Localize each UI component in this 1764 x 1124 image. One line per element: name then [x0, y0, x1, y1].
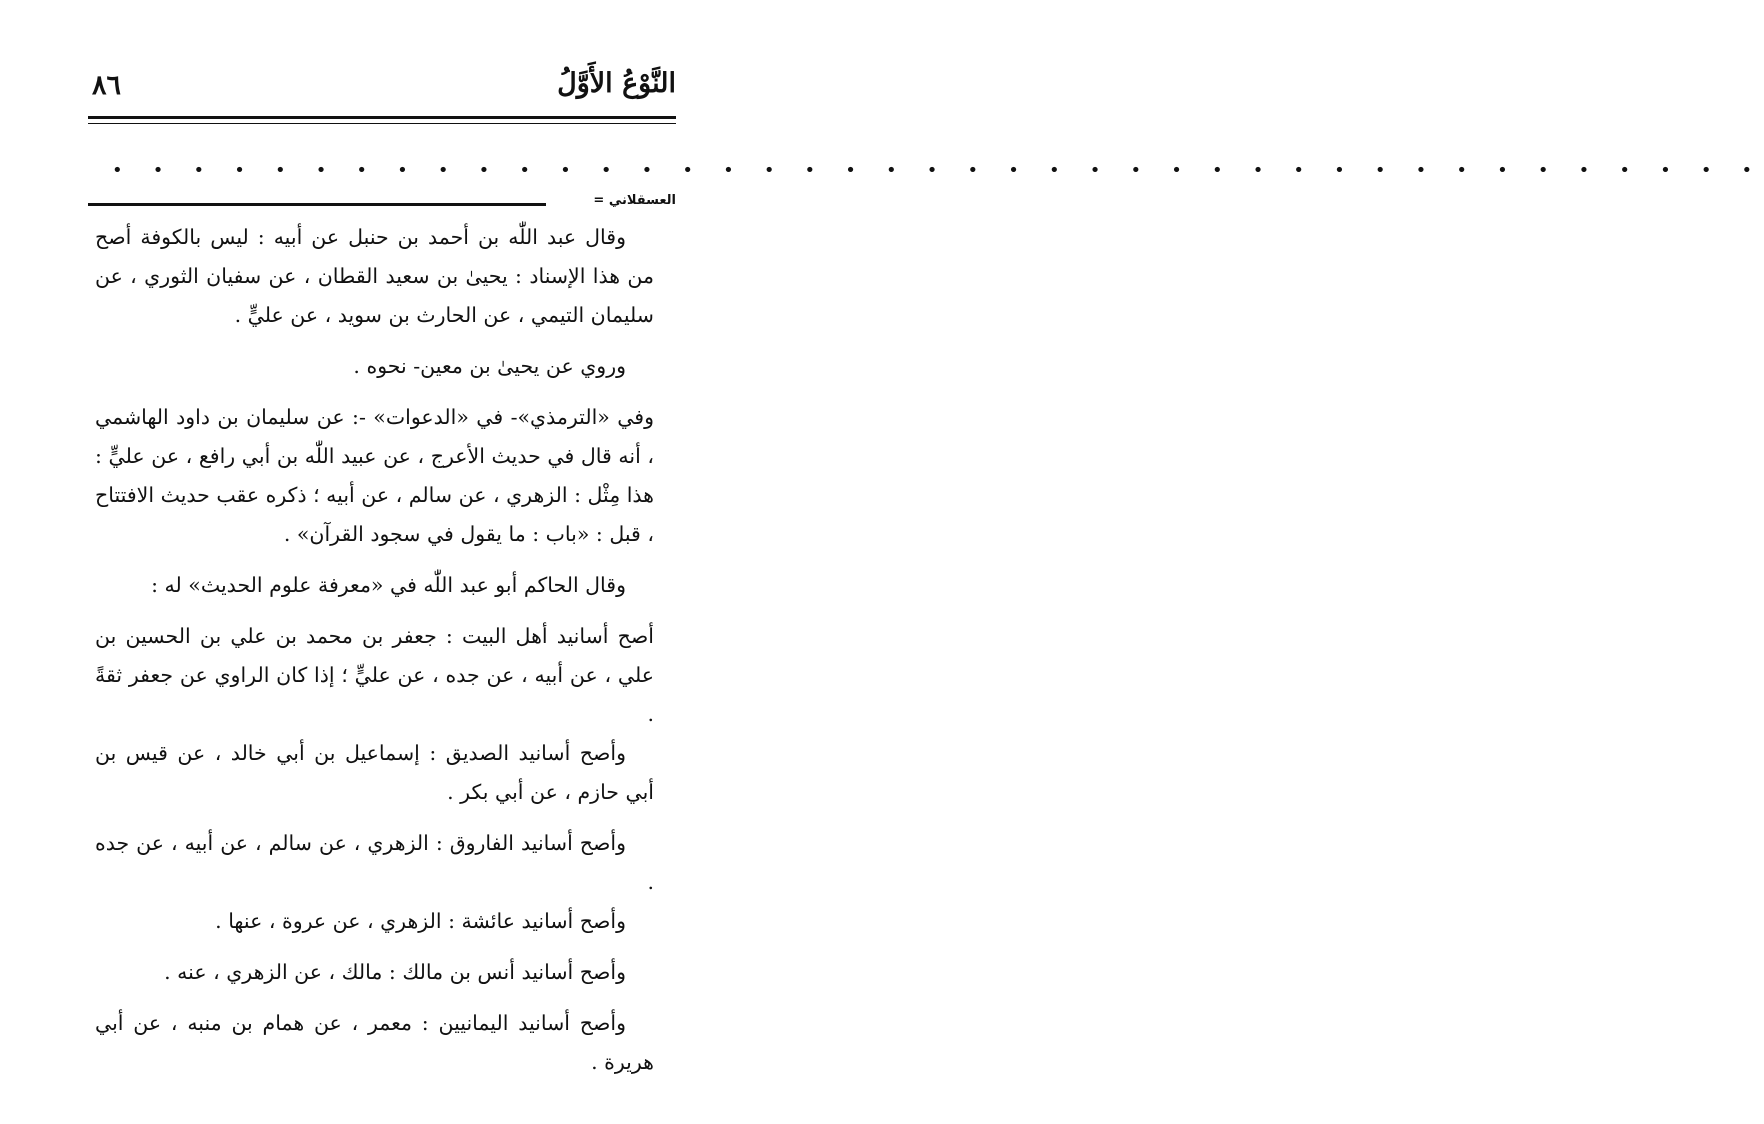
commentator-marker — [88, 195, 676, 215]
paragraph: وأصح أسانيد الفاروق : الزهري ، عن سالم ، عن أبيه ، عن جده . — [95, 831, 654, 894]
header-rule-thin — [88, 123, 676, 124]
paragraph: وفي «الترمذي»- في «الدعوات» -: عن سليمان بن داود الهاشمي ، أنه قال في حديث الأعرج ، عن عبيد اللّٰه بن أبي رافع ، عن عليٍّ : هذا مِثْل : الزهري ، عن سالم ، عن أبيه ؛ ذكره عقب حديث الافتتاح ، قبل : «باب : ما يقول في سجود القرآن» . — [95, 405, 654, 546]
header-rule-thick — [88, 116, 676, 119]
paragraph: وروي عن يحيىٰ بن معين- نحوه . — [353, 354, 626, 378]
paragraph: وأصح أسانيد عائشة : الزهري ، عن عروة ، عنها . — [215, 909, 626, 933]
paragraph: وأصح أسانيد اليمانيين : معمر ، عن همام بن منبه ، عن أبي هريرة . — [95, 1011, 654, 1074]
commentator-label: العسقلاني = — [593, 193, 676, 208]
body-text — [95, 218, 654, 1082]
commentator-rule — [88, 203, 546, 206]
separator-dots: • • • • • • • • • • • • • • • • • • • • • • • • • • • • • • • • • • • • • • • • • — [112, 160, 1764, 181]
paragraph: وأصح أسانيد الصديق : إسماعيل بن أبي خالد ، عن قيس بن أبي حازم ، عن أبي بكر . — [95, 741, 654, 804]
paragraph: وأصح أسانيد أنس بن مالك : مالك ، عن الزهري ، عنه . — [164, 960, 626, 984]
page-header — [88, 62, 676, 116]
page-number: ٨٦ — [92, 70, 122, 101]
paragraph: وقال الحاكم أبو عبد اللّٰه في «معرفة علوم الحديث» له : — [151, 573, 626, 597]
chapter-title: النَّوْعُ الأَوَّلُ — [557, 68, 676, 99]
paragraph: وقال عبد اللّٰه بن أحمد بن حنبل عن أبيه : ليس بالكوفة أصح من هذا الإسناد : يحيىٰ بن سعيد القطان ، عن سفيان الثوري ، عن سليمان التيمي ، عن الحارث بن سويد ، عن عليٍّ . — [95, 225, 654, 327]
paragraph: أصح أسانيد أهل البيت : جعفر بن محمد بن علي بن الحسين بن علي ، عن أبيه ، عن جده ، عن عليٍّ ؛ إذا كان الراوي عن جعفر ثقةً . — [95, 624, 654, 726]
